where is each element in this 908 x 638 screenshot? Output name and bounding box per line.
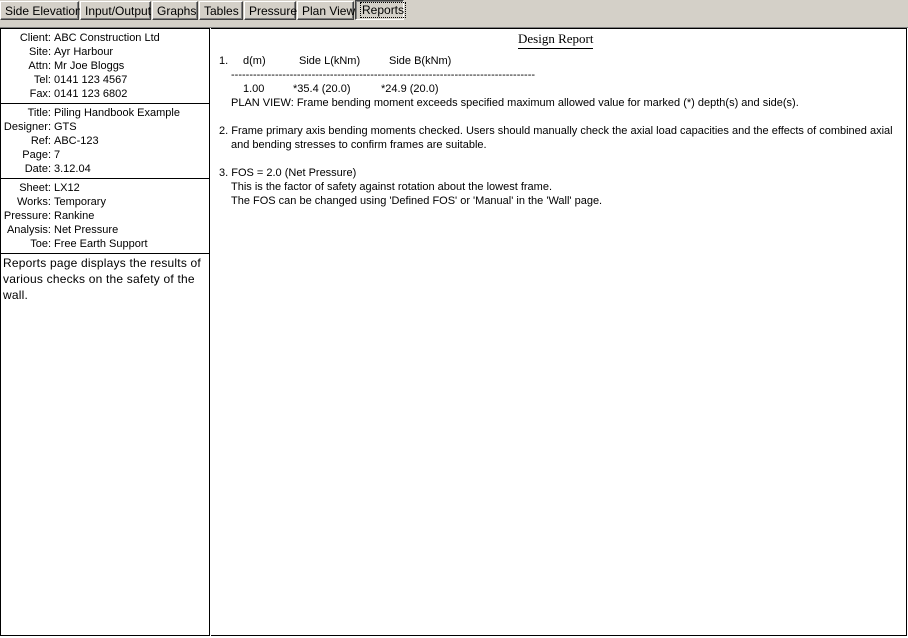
works-value: Temporary bbox=[54, 196, 106, 208]
site-label: Site: bbox=[28, 46, 51, 58]
client-label: Client: bbox=[19, 32, 51, 44]
site-row bbox=[1, 45, 209, 59]
toe-value: Free Earth Support bbox=[54, 238, 148, 250]
designer-value: GTS bbox=[54, 121, 77, 133]
report-panel[interactable] bbox=[211, 28, 907, 636]
client-value: ABC Construction Ltd bbox=[54, 32, 160, 44]
tel-row bbox=[1, 73, 209, 87]
tel-value: 0141 123 4567 bbox=[54, 74, 128, 86]
item3-line3: The FOS can be changed using 'Defined FOS' or 'Manual' in the 'Wall' page. bbox=[231, 195, 603, 207]
document-info bbox=[1, 104, 209, 179]
page-value: 7 bbox=[54, 149, 61, 161]
designer-label: Designer: bbox=[3, 121, 51, 133]
cell-side-l: *35.4 (20.0) bbox=[293, 83, 351, 95]
toe-row bbox=[1, 237, 209, 251]
item2-line2: and bending stresses to confirm frames are suitable. bbox=[231, 139, 487, 151]
fax-label: Fax: bbox=[29, 88, 51, 100]
tab-tables[interactable]: Tables bbox=[199, 1, 243, 20]
tab-pressure[interactable]: Pressure bbox=[244, 1, 296, 20]
plan-view-note: PLAN VIEW: Frame bending moment exceeds specified maximum allowed value for marked (*) depth(s) and side(s). bbox=[231, 97, 799, 109]
item2-line1: 2. Frame primary axis bending moments checked. Users should manually check the axial load capacities and the effects of combined axial bbox=[219, 125, 893, 137]
title-value: Piling Handbook Example bbox=[54, 107, 180, 119]
site-value: Ayr Harbour bbox=[54, 46, 114, 58]
project-info bbox=[1, 29, 209, 104]
cell-depth: 1.00 bbox=[243, 83, 265, 95]
item1-num: 1. bbox=[219, 55, 229, 67]
col-header-depth: d(m) bbox=[243, 55, 266, 67]
sheet-value: LX12 bbox=[54, 182, 80, 194]
item3-line1: 3. FOS = 2.0 (Net Pressure) bbox=[219, 167, 357, 179]
tab-bar bbox=[0, 0, 908, 22]
page-label: Page: bbox=[22, 149, 51, 161]
ref-value: ABC-123 bbox=[54, 135, 99, 147]
tab-reports-label: Reports bbox=[362, 3, 405, 17]
toe-label: Toe: bbox=[30, 238, 51, 250]
tab-plan-view[interactable]: Plan View bbox=[297, 1, 354, 20]
ref-row bbox=[1, 134, 209, 148]
pressure-value: Rankine bbox=[54, 210, 95, 222]
page-row bbox=[1, 148, 209, 162]
title-row bbox=[1, 106, 209, 120]
analysis-value: Net Pressure bbox=[54, 224, 119, 236]
date-row bbox=[1, 162, 209, 176]
designer-row bbox=[1, 120, 209, 134]
cell-side-b: *24.9 (20.0) bbox=[381, 83, 439, 95]
sheet-row bbox=[1, 181, 209, 195]
item3-line2: This is the factor of safety against rotation about the lowest frame. bbox=[231, 181, 552, 193]
title-label: Title: bbox=[27, 107, 51, 119]
col-header-side-b: Side B(kNm) bbox=[389, 55, 452, 67]
tab-graphs[interactable]: Graphs bbox=[152, 1, 198, 20]
fax-row bbox=[1, 87, 209, 101]
tab-side-elevation[interactable]: Side Elevation bbox=[0, 1, 79, 20]
sheet-label: Sheet: bbox=[19, 182, 51, 194]
tel-label: Tel: bbox=[33, 74, 51, 86]
report-title: Design Report bbox=[518, 31, 593, 49]
analysis-row bbox=[1, 223, 209, 237]
tab-reports[interactable] bbox=[355, 0, 404, 20]
attn-row bbox=[1, 59, 209, 73]
info-panel bbox=[0, 28, 210, 636]
ref-label: Ref: bbox=[30, 135, 51, 147]
works-label: Works: bbox=[16, 196, 51, 208]
fax-value: 0141 123 6802 bbox=[54, 88, 128, 100]
date-label: Date: bbox=[24, 163, 51, 175]
pressure-row bbox=[1, 209, 209, 223]
date-value: 3.12.04 bbox=[54, 163, 91, 175]
works-row bbox=[1, 195, 209, 209]
analysis-info bbox=[1, 179, 209, 254]
client-row bbox=[1, 31, 209, 45]
table-divider: ----------------------------------------------------------------------------------- bbox=[231, 69, 536, 81]
col-header-side-l: Side L(kNm) bbox=[299, 55, 361, 67]
attn-value: Mr Joe Bloggs bbox=[54, 60, 125, 72]
tab-input-output[interactable]: Input/Output bbox=[80, 1, 151, 20]
page-description: Reports page displays the results of various checks on the safety of the wall. bbox=[3, 256, 201, 302]
pressure-label: Pressure: bbox=[3, 210, 51, 222]
attn-label: Attn: bbox=[28, 60, 51, 72]
analysis-label: Analysis: bbox=[6, 224, 51, 236]
